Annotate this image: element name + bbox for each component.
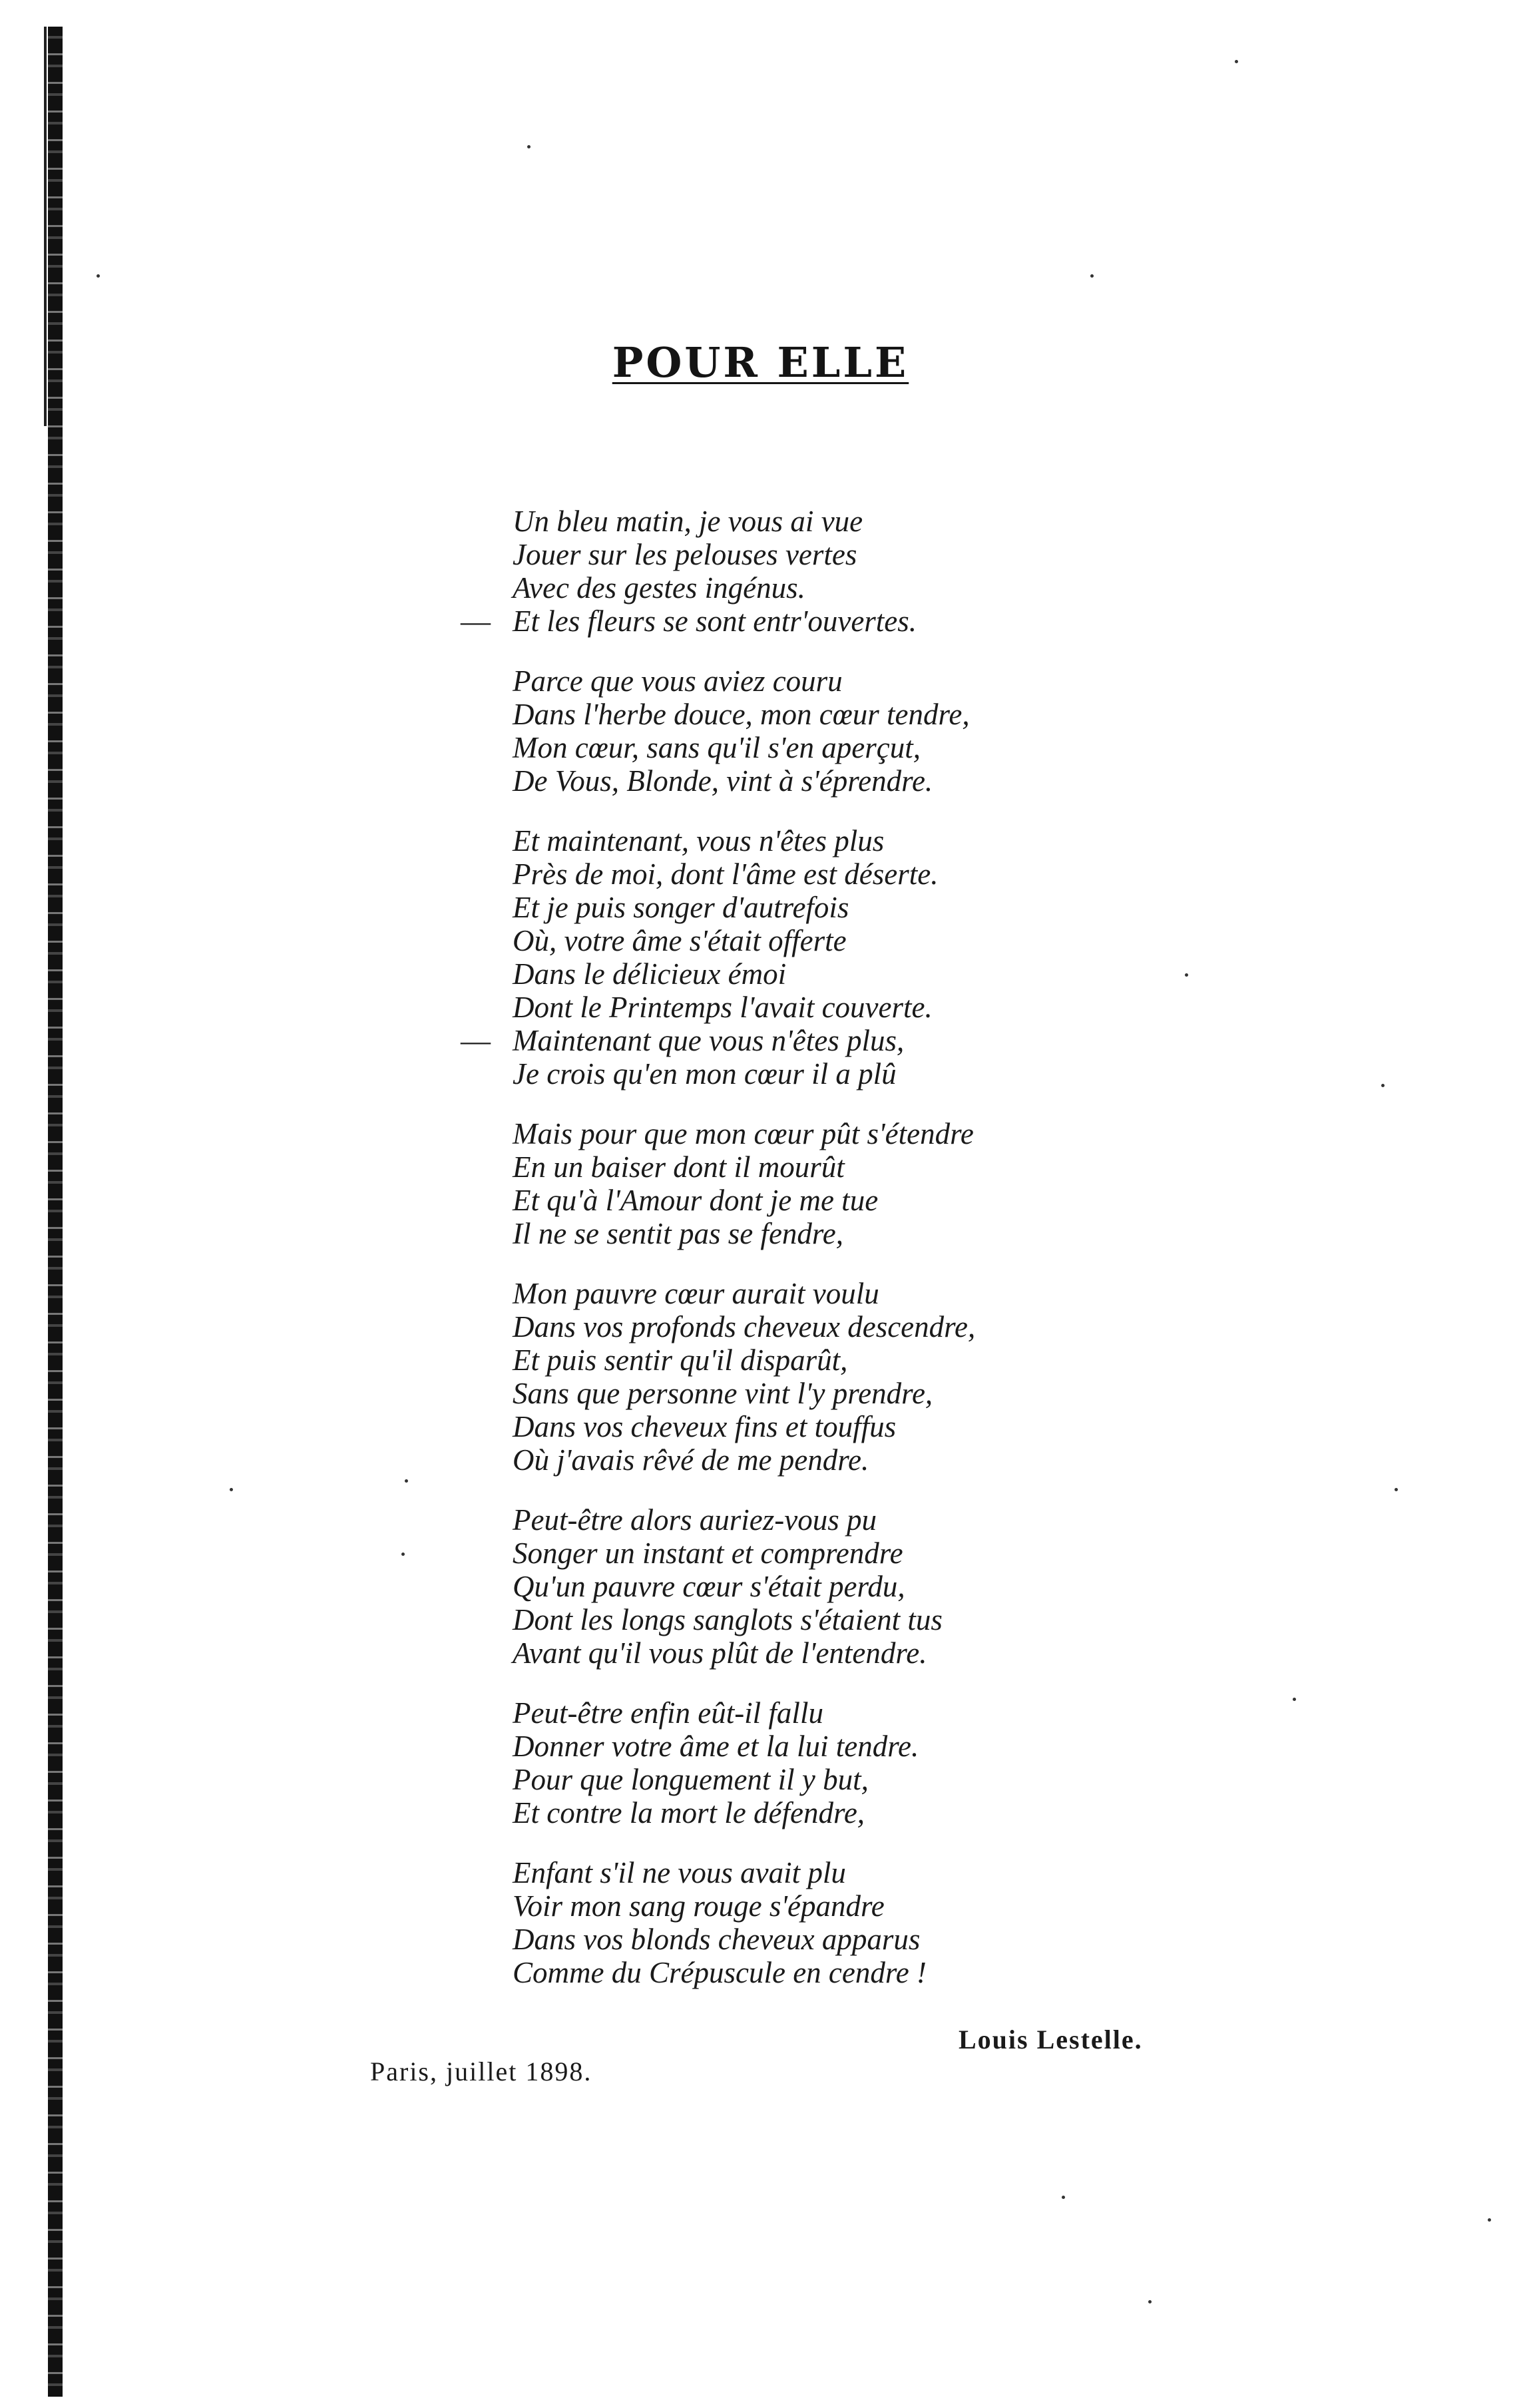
poem-line-text: Mon pauvre cœur aurait voulu bbox=[513, 1277, 879, 1310]
poem-line-text: Pour que longuement il y but, bbox=[513, 1763, 869, 1796]
scan-speck bbox=[1090, 274, 1094, 278]
poem-line bbox=[461, 1024, 1278, 1057]
poem-line bbox=[479, 1696, 1278, 1730]
poem-line bbox=[479, 1763, 1278, 1796]
poem-line bbox=[479, 1343, 1278, 1377]
poem-line-text: Peut-être enfin eût-il fallu bbox=[513, 1696, 823, 1730]
poem-line bbox=[479, 891, 1278, 924]
poem-line bbox=[479, 1310, 1278, 1343]
poem-line bbox=[479, 1057, 1278, 1090]
poem-line bbox=[479, 1537, 1278, 1570]
line-dash: — bbox=[461, 1024, 491, 1057]
poem-line-text: Comme du Crépuscule en cendre ! bbox=[513, 1956, 927, 1989]
poem-line-text: Près de moi, dont l'âme est déserte. bbox=[513, 857, 939, 891]
poem-line-text: En un baiser dont il mourût bbox=[513, 1150, 845, 1184]
poem-line bbox=[479, 857, 1278, 891]
poem-line-text: Et contre la mort le défendre, bbox=[513, 1796, 865, 1829]
poem-line-text: Avec des gestes ingénus. bbox=[513, 571, 805, 604]
poem-line-text: Où, votre âme s'était offerte bbox=[513, 924, 847, 957]
poem-line-text: Mon cœur, sans qu'il s'en aperçut, bbox=[513, 731, 921, 764]
poem-title: POUR ELLE bbox=[612, 338, 909, 387]
poem-line bbox=[479, 1956, 1278, 1989]
scan-speck bbox=[1062, 2196, 1065, 2199]
poem-line bbox=[479, 505, 1278, 538]
author-signature: Louis Lestelle. bbox=[959, 2025, 1143, 2054]
scan-speck bbox=[527, 145, 531, 148]
poem-line bbox=[479, 664, 1278, 698]
poem-stanza bbox=[461, 824, 1278, 1090]
scan-speck bbox=[1381, 1084, 1385, 1087]
poem-line-text: De Vous, Blonde, vint à s'éprendre. bbox=[513, 764, 933, 798]
scan-speck bbox=[1235, 60, 1238, 63]
poem-line-text: Dans le délicieux émoi bbox=[513, 957, 787, 991]
poem-line-text: Parce que vous aviez couru bbox=[513, 664, 843, 698]
poem-stanza bbox=[479, 664, 1278, 798]
poem-line-text: Sans que personne vint l'y prendre, bbox=[513, 1377, 933, 1410]
poem-line bbox=[479, 1923, 1278, 1956]
poem-line bbox=[479, 1730, 1278, 1763]
poem-line bbox=[479, 1410, 1278, 1443]
poem-line-text: Et qu'à l'Amour dont je me tue bbox=[513, 1184, 879, 1217]
scan-speck bbox=[1148, 2300, 1152, 2303]
poem-line-text: Et je puis songer d'autrefois bbox=[513, 891, 849, 924]
scan-speck bbox=[401, 1553, 405, 1556]
poem-line-text: Peut-être alors auriez-vous pu bbox=[513, 1503, 877, 1537]
scan-speck bbox=[230, 1488, 233, 1491]
poem-line bbox=[479, 1856, 1278, 1889]
poem-line bbox=[479, 571, 1278, 604]
poem-line-text: Et les fleurs se sont entr'ouvertes. bbox=[513, 604, 917, 638]
poem-line bbox=[479, 1277, 1278, 1310]
poem-line bbox=[479, 1889, 1278, 1923]
poem-line-text: Dont les longs sanglots s'étaient tus bbox=[513, 1603, 943, 1636]
poem-line bbox=[479, 1503, 1278, 1537]
poem-line bbox=[479, 538, 1278, 571]
poem-line-text: Donner votre âme et la lui tendre. bbox=[513, 1730, 919, 1763]
poem-line bbox=[479, 731, 1278, 764]
poem-line bbox=[479, 1636, 1278, 1670]
poem-line bbox=[479, 1117, 1278, 1150]
poem-line bbox=[479, 1603, 1278, 1636]
poem-line-text: Dont le Printemps l'avait couverte. bbox=[513, 991, 933, 1024]
poem-stanza bbox=[479, 1503, 1278, 1670]
poem-line bbox=[479, 1184, 1278, 1217]
poem-line bbox=[479, 1377, 1278, 1410]
poem-line-text: Dans vos profonds cheveux descendre, bbox=[513, 1310, 976, 1343]
place-and-date: Paris, juillet 1898. bbox=[370, 2056, 592, 2086]
poem-line-text: Il ne se sentit pas se fendre, bbox=[513, 1217, 843, 1250]
poem-line bbox=[479, 991, 1278, 1024]
poem-line-text: Jouer sur les pelouses vertes bbox=[513, 538, 857, 571]
poem-line bbox=[479, 1150, 1278, 1184]
poem-line-text: Mais pour que mon cœur pût s'étendre bbox=[513, 1117, 974, 1150]
scan-speck bbox=[1185, 973, 1188, 977]
poem-line bbox=[461, 604, 1278, 638]
poem-line-text: Enfant s'il ne vous avait plu bbox=[513, 1856, 846, 1889]
scan-speck bbox=[405, 1479, 408, 1483]
poem-line bbox=[479, 1570, 1278, 1603]
poem-line-text: Dans vos blonds cheveux apparus bbox=[513, 1923, 921, 1956]
poem-line-text: Un bleu matin, je vous ai vue bbox=[513, 505, 863, 538]
scan-speck bbox=[1488, 2218, 1491, 2222]
poem-line bbox=[479, 1217, 1278, 1250]
poem-stanza bbox=[461, 505, 1278, 638]
poem-line-text: Voir mon sang rouge s'épandre bbox=[513, 1889, 885, 1923]
line-dash: — bbox=[461, 604, 491, 638]
poem-line-text: Qu'un pauvre cœur s'était perdu, bbox=[513, 1570, 905, 1603]
poem-line bbox=[479, 698, 1278, 731]
poem-line-text: Et maintenant, vous n'êtes plus bbox=[513, 824, 885, 857]
poem-stanza bbox=[479, 1856, 1278, 1989]
poem-line-text: Songer un instant et comprendre bbox=[513, 1537, 903, 1570]
poem-line bbox=[479, 957, 1278, 991]
poem-line bbox=[479, 1796, 1278, 1829]
poem-line bbox=[479, 924, 1278, 957]
poem-stanza bbox=[479, 1117, 1278, 1250]
poem-line bbox=[479, 1443, 1278, 1477]
poem-stanza bbox=[479, 1277, 1278, 1477]
scan-speck bbox=[1293, 1698, 1296, 1701]
scan-speck bbox=[97, 274, 100, 278]
poem-stanza bbox=[479, 1696, 1278, 1829]
poem-line bbox=[479, 764, 1278, 798]
poem-line-text: Dans vos cheveux fins et touffus bbox=[513, 1410, 897, 1443]
scan-speck bbox=[1395, 1488, 1398, 1491]
poem-line-text: Je crois qu'en mon cœur il a plû bbox=[513, 1057, 897, 1090]
poem-body bbox=[461, 505, 1278, 2016]
poem-line-text: Maintenant que vous n'êtes plus, bbox=[513, 1024, 905, 1057]
poem-line-text: Et puis sentir qu'il disparût, bbox=[513, 1343, 848, 1377]
poem-line bbox=[479, 824, 1278, 857]
poem-line-text: Où j'avais rêvé de me pendre. bbox=[513, 1443, 869, 1477]
poem-line-text: Dans l'herbe douce, mon cœur tendre, bbox=[513, 698, 970, 731]
poem-line-text: Avant qu'il vous plût de l'entendre. bbox=[513, 1636, 927, 1670]
